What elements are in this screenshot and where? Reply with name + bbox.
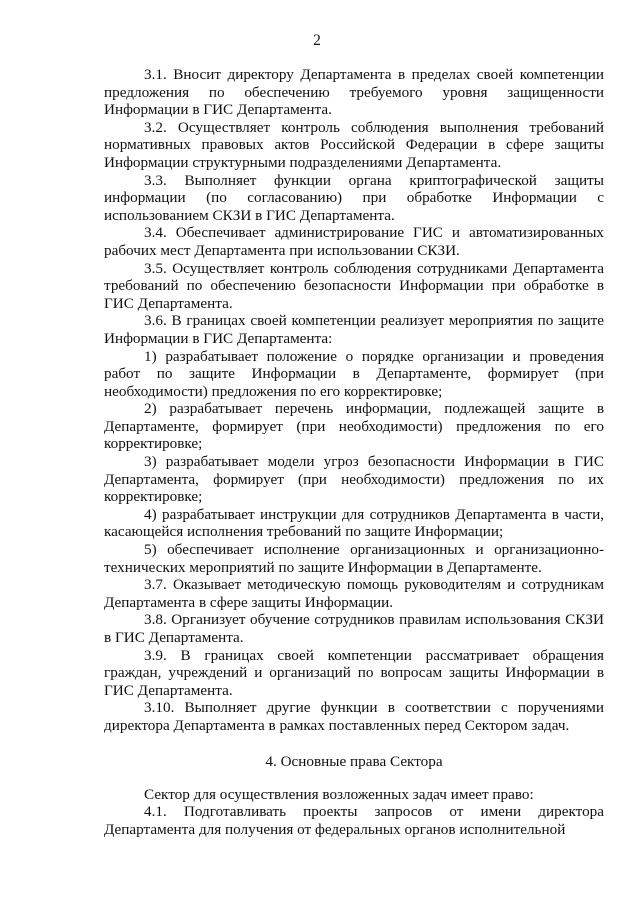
paragraph-3-9: 3.9. В границах своей компетенции рассматривает обращения граждан, учреждений и организаций по вопросам защиты Информации в ГИС Департамента. [104,646,604,699]
paragraph-3-1: 3.1. Вносит директору Департамента в пределах своей компетенции предложения по обеспечению требуемого уровня защищенности Информации в ГИС Департамента. [104,66,604,119]
paragraph-3-10: 3.10. Выполняет другие функции в соответствии с поручениями директора Департамента в рамках поставленных перед Сектором задач. [104,699,604,734]
spacer [104,735,604,753]
list-item-3-6-2: 2) разрабатывает перечень информации, подлежащей защите в Департаменте, формирует (при необходимости) предложения по его корректировке; [104,400,604,453]
paragraph-3-7: 3.7. Оказывает методическую помощь руководителям и сотрудникам Департамента в сфере защиты Информации. [104,576,604,611]
list-item-3-6-5: 5) обеспечивает исполнение организационных и организационно-технических мероприятий по защите Информации в Департаменте. [104,541,604,576]
paragraph-3-6: 3.6. В границах своей компетенции реализует мероприятия по защите Информации в ГИС Департамента: [104,312,604,347]
paragraph-3-2: 3.2. Осуществляет контроль соблюдения выполнения требований нормативных правовых актов Российской Федерации в сфере защиты Информации структурными подразделениями Департамента. [104,118,604,171]
list-item-3-6-3: 3) разрабатывает модели угроз безопасности Информации в ГИС Департамента, формирует (при необходимости) предложения по их корректировке; [104,453,604,506]
paragraph-3-3: 3.3. Выполняет функции органа криптографической защиты информации (по согласованию) при обработке Информации с использованием СКЗИ в ГИС Департамента. [104,171,604,224]
section-4-heading: 4. Основные права Сектора [265,752,443,770]
paragraph-4-1: 4.1. Подготавливать проекты запросов от имени директора Департамента для получения от федеральных органов исполнительной [104,803,604,838]
list-item-3-6-1: 1) разрабатывает положение о порядке организации и проведения работ по защите Информации в Департаменте, формирует (при необходимости) предложения по его корректировке; [104,347,604,400]
spacer [104,771,604,786]
list-item-3-6-4: 4) разрабатывает инструкции для сотрудников Департамента в части, касающейся исполнения требований по защите Информации; [104,505,604,541]
paragraph-3-8: 3.8. Организует обучение сотрудников правилам использования СКЗИ в ГИС Департамента. [104,611,604,646]
paragraph-3-5: 3.5. Осуществляет контроль соблюдения сотрудниками Департамента требований по обеспечению безопасности Информации при обработке в ГИС Департамента. [104,259,604,312]
paragraph-3-4: 3.4. Обеспечивает администрирование ГИС и автоматизированных рабочих мест Департамента при использовании СКЗИ. [104,224,604,259]
document-body [104,66,604,838]
paragraph-4-intro: Сектор для осуществления возложенных задач имеет право: [144,785,534,803]
page-number: 2 [313,32,321,49]
